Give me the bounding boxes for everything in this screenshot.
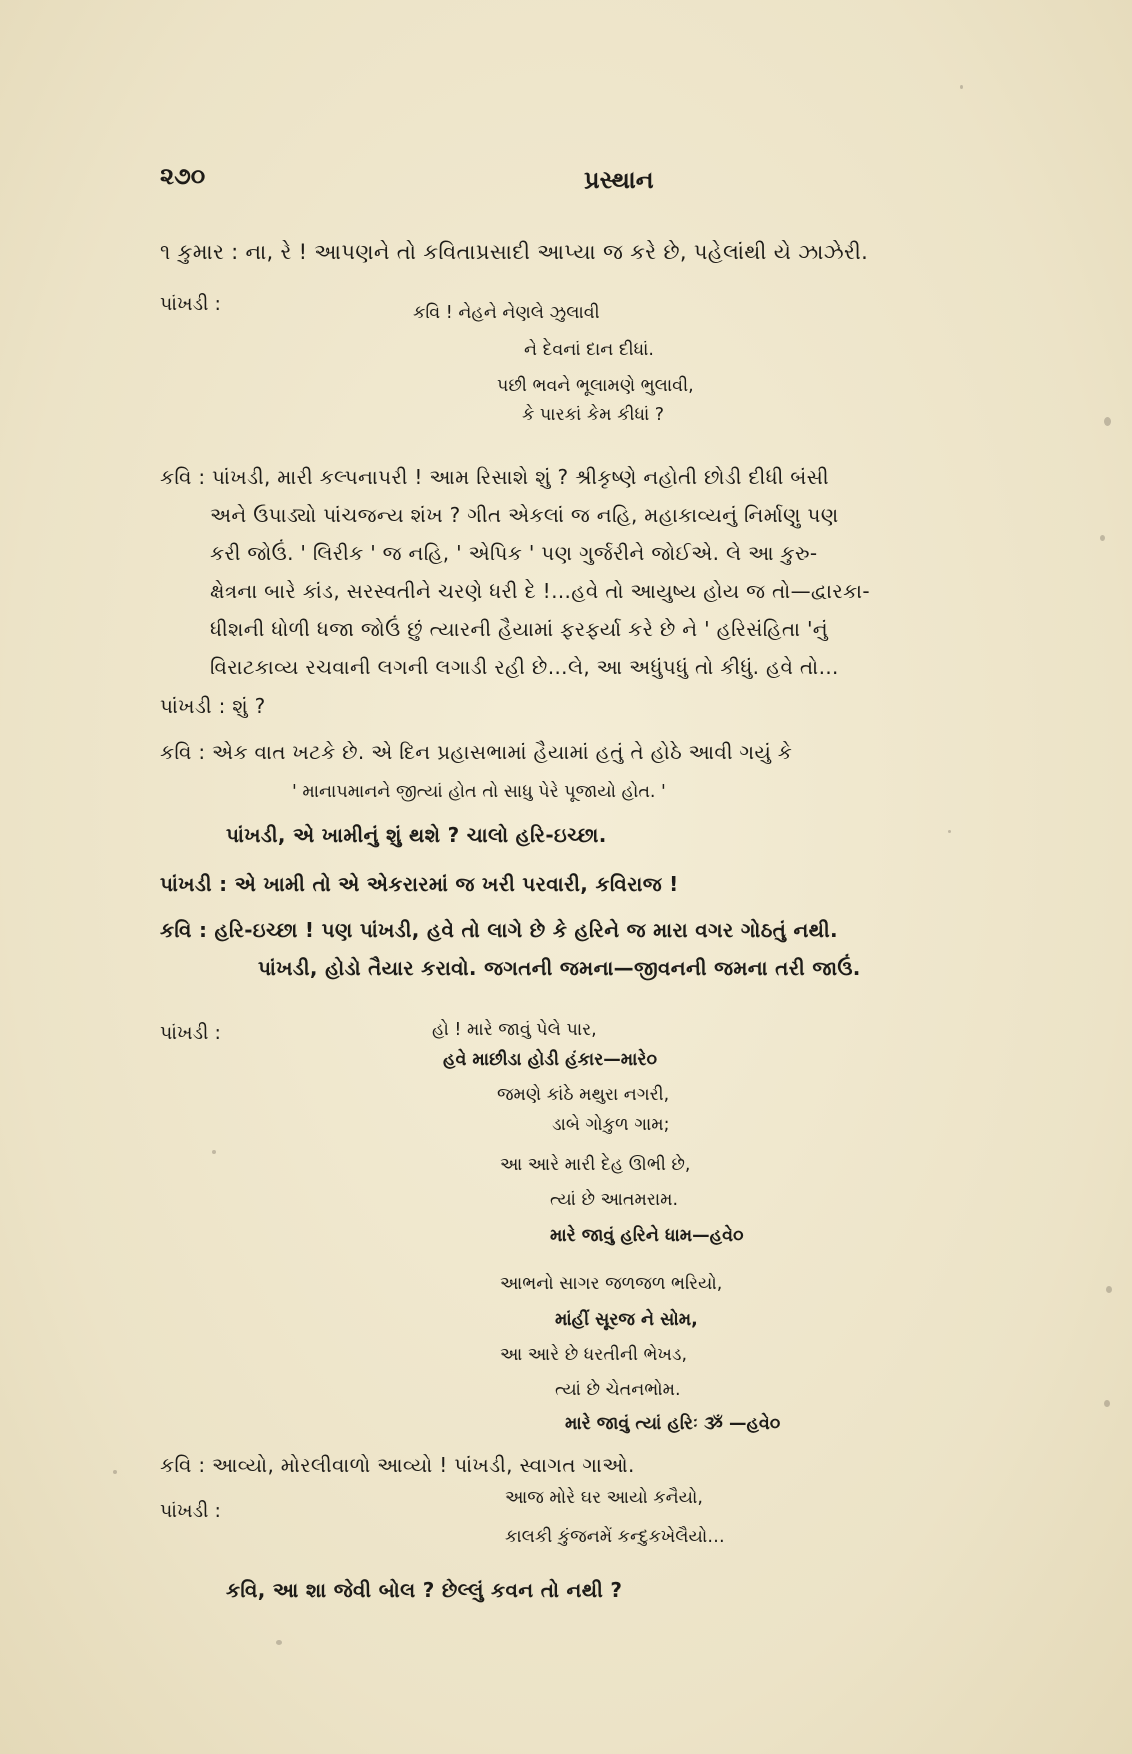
verse-line: મારે જાવું હરિને ધામ—હવે૦ <box>550 1226 744 1246</box>
paper-speck <box>1104 417 1111 426</box>
text-line: અને ઉપાડ્યો પાંચજન્ય શંખ ? ગીત એકલાં જ નહિ, મહાકાવ્યનું નિર્માણુ પણ <box>210 503 839 527</box>
verse-line: હવે માછીડા હોડી હંકાર—મારે૦ <box>443 1050 657 1070</box>
verse-line: હો ! મારે જાવું પેલે પાર, <box>432 1020 597 1040</box>
verse-line: ને દેવનાં દાન દીધાં. <box>524 340 654 360</box>
text-line: કવિ : પાંખડી, મારી કલ્પનાપરી ! આમ રિસાશે શું ? શ્રીકૃષ્ણે નહોતી છોડી દીધી બંસી <box>160 465 829 489</box>
verse-line: માંહીં સૂરજ ને સોમ, <box>555 1310 698 1330</box>
text-line: પાંખડી : એ ખામી તો એ એકરારમાં જ ખરી પરવારી, કવિરાજ ! <box>160 872 679 896</box>
text-line: ૧ કુમાર : ના, રે ! આપણને તો કવિતાપ્રસાદી આપ્યા જ કરે છે, પહેલાંથી યે ઝાઝેરી. <box>160 240 869 264</box>
text-line: કવિ, આ શા જેવી બોલ ? છેલ્લું કવન તો નથી ? <box>226 1578 623 1602</box>
verse-line: કવિ ! નેહને નેણલે ઝુલાવી <box>413 303 600 323</box>
verse-line: કાલકી કુંજનમેં કન્દુકખેલૈયો… <box>505 1527 725 1547</box>
text-line: કરી જોઉં. ' લિરીક ' જ નહિ, ' એપિક ' પણ ગુર્જરીને જોઈએ. લે આ કુરુ- <box>210 541 818 565</box>
verse-line: જમણે કાંઠે મથુરા નગરી, <box>497 1085 670 1105</box>
page-number: ૨૭૦ <box>160 162 206 190</box>
verse-line: ડાબે ગોકુળ ગામ; <box>552 1115 670 1135</box>
verse-line: ત્યાં છે આતમરામ. <box>550 1190 679 1210</box>
text-line: વિરાટકાવ્ય રચવાની લગની લગાડી રહી છે…લે, આ અધુંપધું તો કીધું. હવે તો… <box>210 655 839 679</box>
verse-line: ત્યાં છે ચેતનભોમ. <box>555 1380 681 1400</box>
page-title: પ્રસ્થાન <box>584 166 654 194</box>
verse-line: આ આરે મારી દેહ ઊભી છે, <box>500 1155 691 1175</box>
paper-speck <box>960 85 963 89</box>
verse-line: આજ મોરે ઘર આયો કનૈયો, <box>505 1488 703 1508</box>
speaker-label: પાંખડી : <box>160 1500 221 1522</box>
speaker-label: પાંખડી : <box>160 1022 221 1044</box>
paper-speck <box>1106 1286 1112 1293</box>
verse-line: આ આરે છે ધરતીની ભેખડ, <box>500 1345 688 1365</box>
verse-line: મારે જાવું ત્યાં હરિઃ ૐ —હવે૦ <box>565 1414 781 1434</box>
paper-speck <box>212 1150 216 1154</box>
text-line: ક્ષેત્રના બારે કાંડ, સરસ્વતીને ચરણે ધરી દે !…હવે તો આયુષ્ય હોય જ તો—દ્વારકા- <box>210 579 870 603</box>
paper-speck <box>1104 1400 1110 1407</box>
text-line: ધીશની ધોળી ધજા જોઉં છું ત્યારની હૈયામાં ફરફર્યા કરે છે ને ' હરિસંહિતા 'નું <box>210 617 828 641</box>
paper-speck <box>948 830 951 833</box>
text-line: પાંખડી : શું ? <box>160 694 266 718</box>
quote-line: ' માનાપમાનને જીત્યાં હોત તો સાધુ પેરે પૂજાયો હોત. ' <box>292 782 666 802</box>
verse-line: આભનો સાગર જળજળ ભરિયો, <box>500 1274 723 1294</box>
text-line: પાંખડી, હોડો તૈયાર કરાવો. જગતની જમના—જીવનની જમના તરી જાઉં. <box>258 956 861 980</box>
paper-speck <box>276 1640 282 1645</box>
paper-speck <box>113 1470 117 1474</box>
text-line: પાંખડી, એ ખામીનું શું થશે ? ચાલો હરિ-ઇચ્છા. <box>226 823 607 847</box>
paper-speck <box>1100 535 1105 541</box>
text-line: કવિ : આવ્યો, મોરલીવાળો આવ્યો ! પાંખડી, સ્વાગત ગાઓ. <box>160 1453 635 1477</box>
verse-line: પછી ભવને ભૂલામણે ભુલાવી, <box>497 376 694 396</box>
speaker-label: પાંખડી : <box>160 293 221 315</box>
verse-line: કે પારકાં કેમ કીધાં ? <box>522 405 665 425</box>
text-line: કવિ : એક વાત ખટકે છે. એ દિન પ્રહાસભામાં હૈયામાં હતું તે હોઠે આવી ગયું કે <box>160 740 793 764</box>
text-line: કવિ : હરિ-ઇચ્છા ! પણ પાંખડી, હવે તો લાગે છે કે હરિને જ મારા વગર ગોઠતું નથી. <box>160 918 838 942</box>
